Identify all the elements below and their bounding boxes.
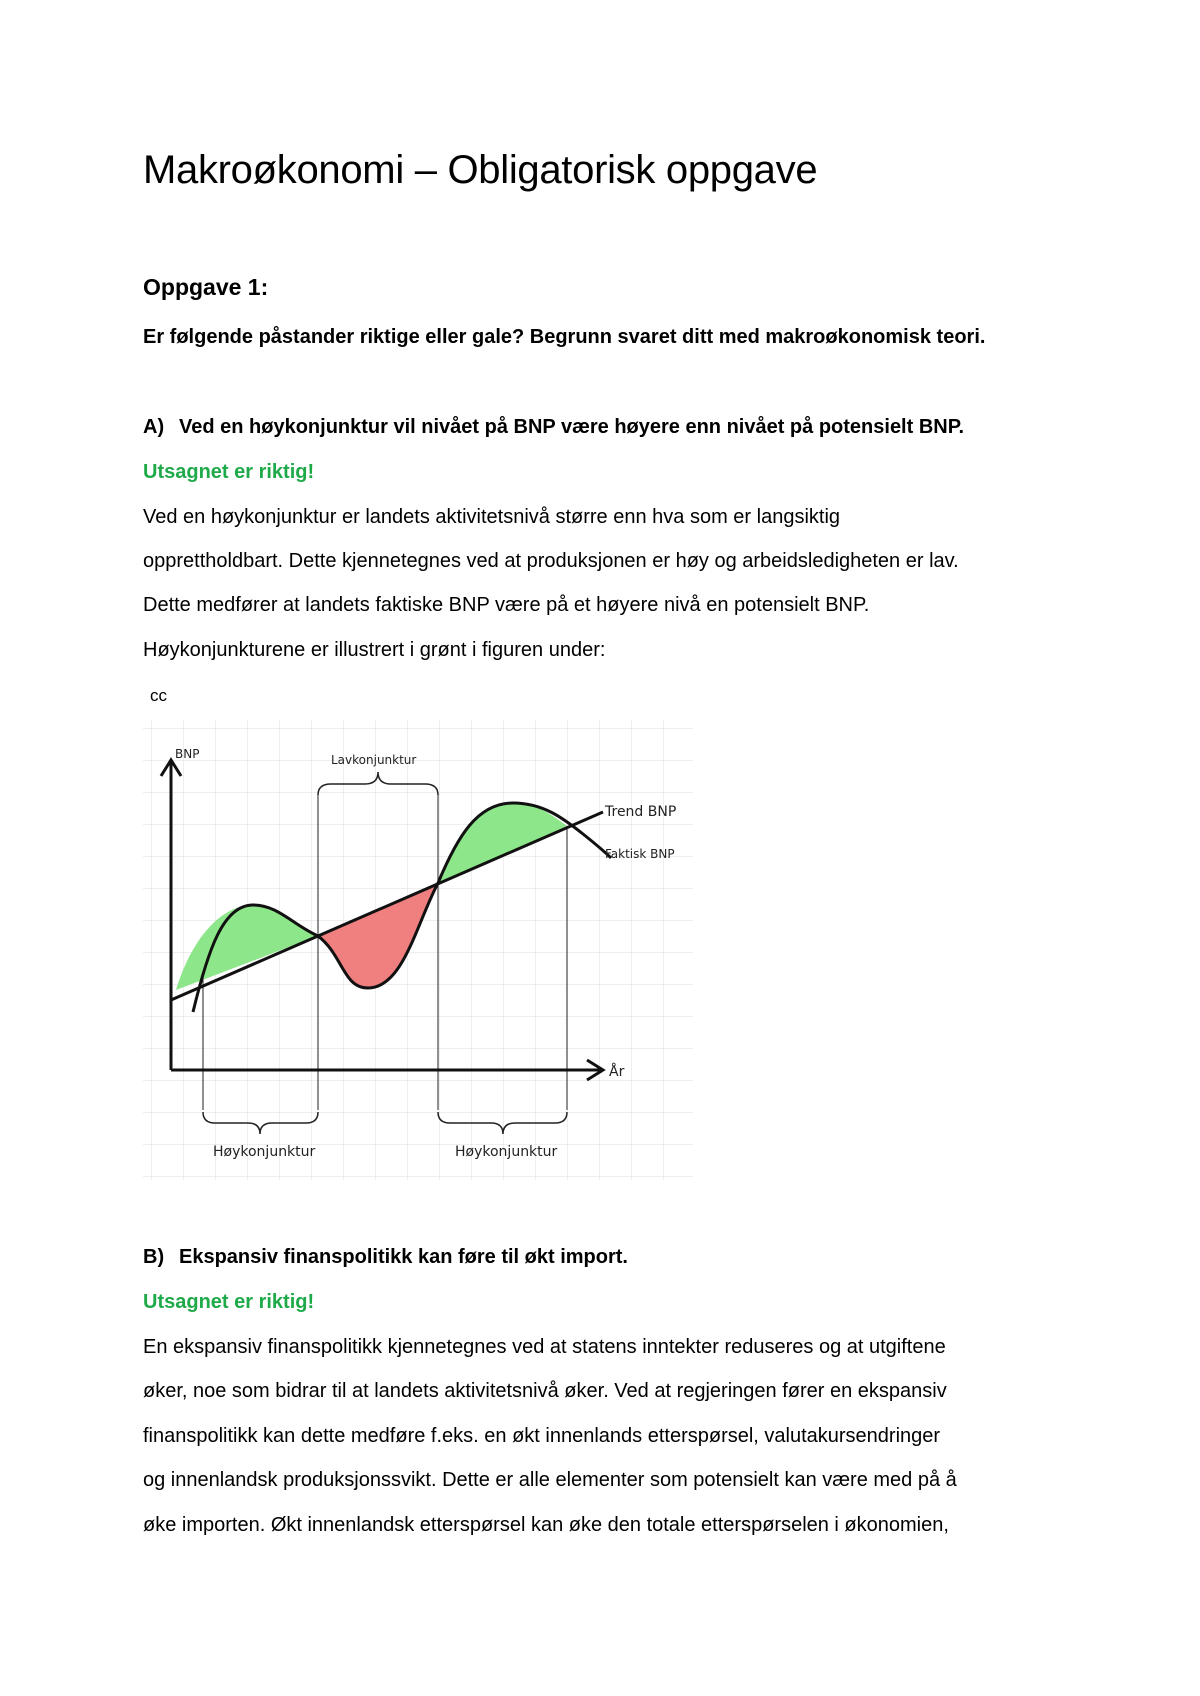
statement-b [143,1245,628,1269]
statement-b-text: Ekspansiv finanspolitikk kan føre til økt import. [179,1246,628,1268]
recession-label: Lavkonjunktur [331,753,417,767]
stray-text: cc [150,686,167,705]
y-axis-label: BNP [175,747,200,761]
business-cycle-svg [143,720,693,1180]
statement-a-letter: A) [143,416,165,438]
paragraph-a-line: Høykonjunkturene er illustrert i grønt i figuren under: [143,639,606,661]
boom-label-1: Høykonjunktur [213,1144,316,1160]
paragraph-a-line: opprettholdbart. Dette kjennetegnes ved at produksjonen er høy og arbeidsledigheten er lav. [143,550,959,572]
paragraph-b-line: En ekspansiv finanspolitikk kjennetegnes ved at statens inntekter reduseres og at utgiftene [143,1336,946,1358]
actual-bnp-label: Faktisk BNP [605,847,675,861]
statement-a-text: Ved en høykonjunktur vil nivået på BNP være høyere enn nivået på potensielt BNP. [179,416,965,438]
statement-b-letter: B) [143,1246,165,1268]
page-title: Makroøkonomi – Obligatorisk oppgave [143,148,818,192]
paragraph-b-line: øker, noe som bidrar til at landets aktivitetsnivå øker. Ved at regjeringen fører en ekspansiv [143,1380,947,1402]
x-axis-label: År [609,1064,625,1080]
paragraph-b-line: finanspolitikk kan dette medføre f.eks. en økt innenlands etterspørsel, valutakursendringer [143,1425,941,1447]
verdict-a: Utsagnet er riktig! [143,461,315,483]
paragraph-b-line: og innenlandsk produksjonssvikt. Dette er alle elementer som potensielt kan være med på å [143,1469,957,1491]
verdict-b: Utsagnet er riktig! [143,1291,315,1313]
task-heading: Oppgave 1: [143,274,269,300]
paragraph-b-line: øke importen. Økt innenlandsk etterspørsel kan øke den totale etterspørselen i økonomien, [143,1514,949,1536]
task-question: Er følgende påstander riktige eller gale? Begrunn svaret ditt med makroøkonomisk teori. [143,326,986,348]
paragraph-a-line: Ved en høykonjunktur er landets aktivitetsnivå større enn hva som er langsiktig [143,506,841,528]
boom-label-2: Høykonjunktur [455,1144,558,1160]
statement-a [143,415,964,439]
paragraph-a-line: Dette medfører at landets faktiske BNP være på et høyere nivå en potensielt BNP. [143,594,870,616]
business-cycle-figure [143,720,693,1180]
trend-bnp-label: Trend BNP [605,804,677,820]
